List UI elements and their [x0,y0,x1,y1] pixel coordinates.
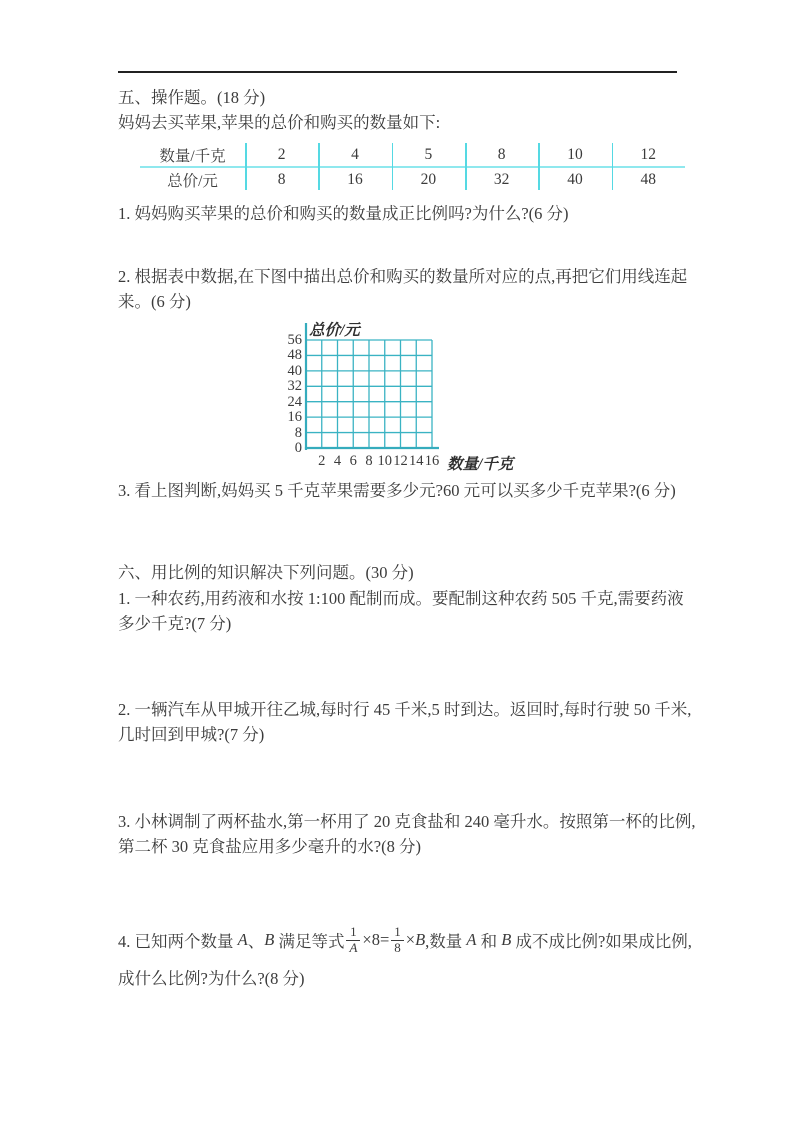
table-cell: 2 [277,145,286,163]
section6-q2-line2: 几时回到甲城?(7 分) [118,725,265,744]
section6-q1-line2: 多少千克?(7 分) [118,614,232,633]
table-cell: 10 [567,145,583,163]
table-cell: 8 [277,170,286,188]
row-header-quantity: 数量/千克 [159,147,226,165]
table-vertical-line [245,143,247,190]
q4-text: ×8= [362,930,390,949]
y-tick: 40 [287,363,302,379]
table-cell: 4 [351,145,359,163]
top-divider-rule [118,71,677,73]
x-axis-label: 数量/千克 [447,456,514,473]
section6-q4-line1 [118,922,692,958]
table-cell: 40 [567,170,583,188]
x-tick: 2 [318,453,326,469]
section6-q1-line1: 1. 一种农药,用药液和水按 1:100 配制而成。要配制这种农药 505 千克,需要药液 [118,589,684,608]
table-row [140,142,685,167]
q4-variable-B: B [501,930,512,949]
table-cell: 32 [493,170,510,188]
fraction-denominator: A [346,940,360,955]
table-cell: 20 [420,170,437,188]
section5-q2-line2: 来。(6 分) [118,292,191,311]
q4-text: ,数量 [425,932,467,951]
y-tick: 16 [287,409,302,425]
y-tick-origin: 0 [294,440,302,456]
y-tick: 56 [287,332,302,348]
q4-text: 、 [247,932,265,951]
q4-variable-A: A [237,930,248,949]
q4-text: × [405,930,416,949]
x-tick: 14 [409,453,424,469]
table-horizontal-line [140,166,685,168]
x-tick: 4 [333,453,342,469]
x-tick: 12 [393,453,408,469]
x-tick: 6 [349,453,357,469]
y-axis-label: 总价/元 [309,322,360,339]
table-cell: 8 [497,145,506,163]
q4-variable-B: B [415,930,426,949]
q4-variable-A: A [466,930,477,949]
section5-intro: 妈妈去买苹果,苹果的总价和购买的数量如下: [118,113,441,132]
table-vertical-line [318,143,320,190]
q4-text: 成不成比例?如果成比例, [511,932,692,951]
section5-q1: 1. 妈妈购买苹果的总价和购买的数量成正比例吗?为什么?(6 分) [118,204,569,223]
section6-q2-line1: 2. 一辆汽车从甲城开往乙城,每时行 45 千米,5 时到达。返回时,每时行驶 50 千米, [118,700,692,719]
table-vertical-line [612,143,614,190]
table-cell: 16 [347,170,363,188]
x-tick: 8 [365,453,373,469]
table-vertical-line [465,143,467,190]
q4-text: 满足等式 [274,932,345,951]
table-row [140,167,685,192]
table-vertical-line [392,143,394,190]
y-tick: 32 [287,378,302,394]
q4-text: 4. 已知两个数量 [118,932,238,951]
q4-variable-B: B [264,930,275,949]
fraction-denominator: 8 [391,940,404,955]
section6-q3-line1: 3. 小林调制了两杯盐水,第一杯用了 20 克食盐和 240 毫升水。按照第一杯的比例, [118,812,696,831]
table-vertical-line [538,143,540,190]
y-tick: 8 [294,425,302,441]
section5-q2-line1: 2. 根据表中数据,在下图中描出总价和购买的数量所对应的点,再把它们用线连起 [118,267,688,286]
x-tick: 10 [377,453,392,469]
y-tick: 24 [287,394,302,410]
table-cell: 12 [640,145,657,163]
section6-heading: 六、用比例的知识解决下列问题。(30 分) [118,563,414,582]
fraction-1-over-8 [391,925,404,955]
q4-text: 和 [476,932,502,951]
price-quantity-table [140,142,685,192]
section6-q3-line2: 第二杯 30 克食盐应用多少毫升的水?(8 分) [118,837,421,856]
x-tick: 16 [424,453,440,469]
section5-heading: 五、操作题。(18 分) [118,88,266,107]
section5-q3: 3. 看上图判断,妈妈买 5 千克苹果需要多少元?60 元可以买多少千克苹果?(6 分) [118,481,676,500]
fraction-1-over-A [346,925,360,955]
y-tick: 48 [287,347,302,363]
fraction-numerator: 1 [394,924,401,940]
row-header-price: 总价/元 [167,172,218,190]
table-cell: 5 [424,145,433,163]
fraction-numerator: 1 [350,924,357,940]
section6-q4-line2: 成什么比例?为什么?(8 分) [118,969,305,988]
table-cell: 48 [640,170,657,188]
